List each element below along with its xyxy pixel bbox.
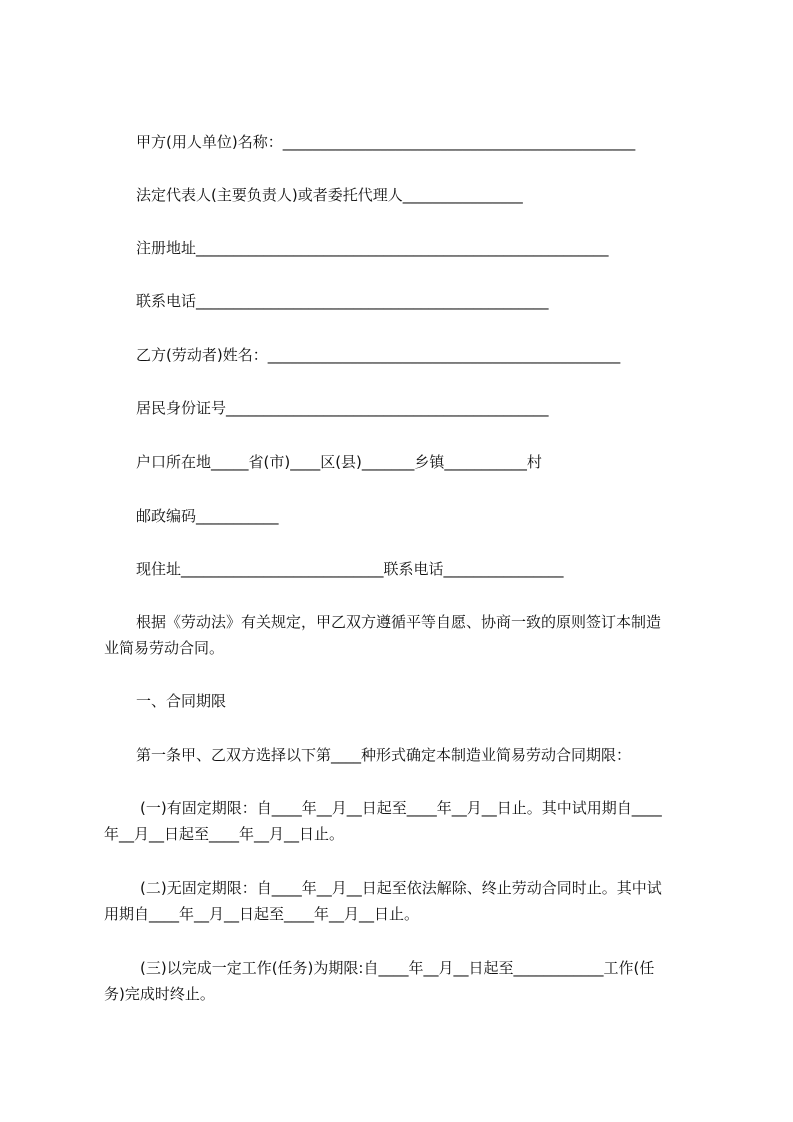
article-1-text: 第一条甲、乙双方选择以下第____种形式确定本制造业简易劳动合同期限： <box>136 746 632 764</box>
current-address-line: 现住址___________________________联系电话________________ <box>136 560 564 578</box>
option-2-line2: 用期自____年__月__日起至____年__月__日止。 <box>104 905 420 923</box>
id-number-line: 居民身份证号___________________________________________ <box>136 399 549 417</box>
intro-paragraph-line2: 业简易劳动合同。 <box>104 639 225 657</box>
option-2-line1: (二)无固定期限：自____年__月__日起至依法解除、终止劳动合同时止。其中试 <box>140 879 662 897</box>
contact-phone-line: 联系电话_______________________________________________ <box>136 292 549 310</box>
option-3-line2: 务)完成时终止。 <box>104 985 215 1003</box>
party-b-name-line: 乙方(劳动者)姓名：_______________________________________________ <box>136 346 621 364</box>
option-3-line1: (三)以完成一定工作(任务)为期限:自____年__月__日起至____________工作(任 <box>140 959 655 977</box>
party-a-name-line: 甲方(用人单位)名称：_______________________________________________ <box>136 133 636 151</box>
option-1-line1: (一)有固定期限：自____年__月__日起至____年__月__日止。其中试用期自____ <box>140 799 662 817</box>
registered-address-line: 注册地址_______________________________________________________ <box>136 239 609 257</box>
household-registration-line: 户口所在地_____省(市)____区(县)_______乡镇___________村 <box>136 453 542 471</box>
option-1-line2: 年__月__日起至____年__月__日止。 <box>104 825 345 843</box>
legal-representative-line: 法定代表人(主要负责人)或者委托代理人________________ <box>136 186 523 204</box>
postcode-line: 邮政编码___________ <box>136 507 279 525</box>
intro-paragraph-line1: 根据《劳动法》有关规定，甲乙双方遵循平等自愿、协商一致的原则签订本制造 <box>136 613 662 631</box>
section-1-title: 一、合同期限 <box>136 692 227 710</box>
